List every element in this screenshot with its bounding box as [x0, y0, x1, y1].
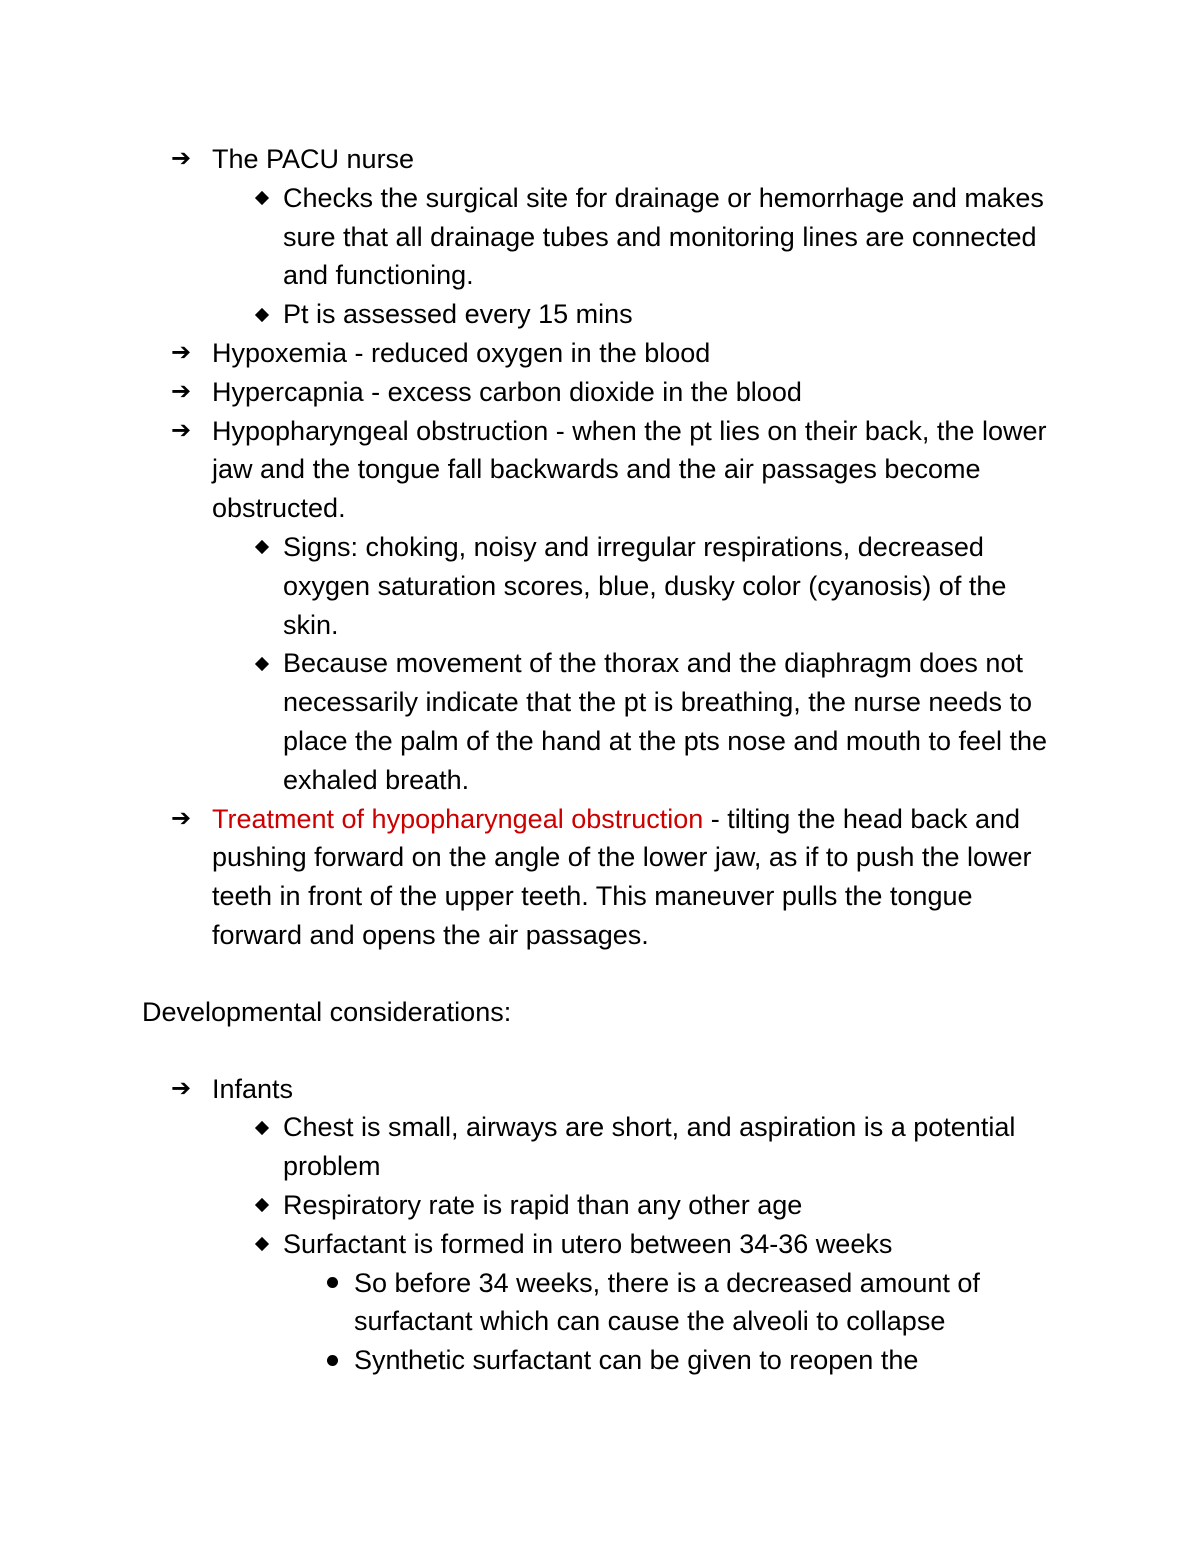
diamond-bullet-icon: [250, 179, 274, 218]
list-item-hypopharyngeal-obstruction: [0, 412, 1057, 528]
list-item-checks-surgical-site: [0, 179, 1063, 295]
list-item-chest-small: [0, 1108, 1063, 1186]
list-item-surfactant: [0, 1225, 1063, 1264]
list-item-pt-assessed: [0, 295, 1063, 334]
diamond-bullet-icon: [250, 644, 274, 683]
list-item-pacu-nurse: [0, 140, 1057, 179]
list-item-text: Hypercapnia - excess carbon dioxide in the blood: [212, 376, 802, 407]
list-item-text: Hypoxemia - reduced oxygen in the blood: [212, 337, 711, 368]
dot-bullet-icon: [320, 1341, 344, 1380]
list-item-treatment: [0, 800, 1057, 955]
diamond-bullet-icon: [250, 1186, 274, 1225]
list-item-infants: [0, 1070, 1057, 1109]
list-item-signs: [0, 528, 1063, 644]
dot-bullet-icon: [320, 1264, 344, 1303]
list-item-text: Pt is assessed every 15 mins: [283, 299, 633, 330]
list-item-text: Signs: choking, noisy and irregular respirations, decreased oxygen saturation scores, blue, dusky color (cyanosis) of the skin.: [283, 531, 1007, 640]
list-item-text: The PACU nurse: [212, 144, 415, 174]
highlighted-term: Treatment of hypopharyngeal obstruction: [212, 803, 704, 834]
diamond-bullet-icon: [250, 1108, 274, 1147]
list-item-text: Surfactant is formed in utero between 34-36 weeks: [283, 1228, 893, 1259]
list-item-thorax-movement: [0, 644, 1063, 799]
list-item-before-34-weeks: [0, 1264, 1054, 1342]
arrow-right-icon: ➔: [170, 1074, 192, 1102]
list-item-text: Checks the surgical site for drainage or hemorrhage and makes sure that all drainage tubes and monitoring lines are connected and functioning.: [283, 182, 1044, 291]
list-item-text: Respiratory rate is rapid than any other age: [283, 1189, 803, 1220]
arrow-right-icon: ➔: [170, 377, 192, 405]
arrow-right-icon: ➔: [170, 804, 192, 832]
list-item-text: Chest is small, airways are short, and aspiration is a potential problem: [283, 1112, 1016, 1182]
diamond-bullet-icon: [250, 1225, 274, 1264]
notes-content: [0, 140, 1200, 1380]
list-item-text: So before 34 weeks, there is a decreased amount of surfactant which can cause the alveoli to collapse: [354, 1267, 980, 1337]
section-heading: Developmental considerations:: [142, 996, 512, 1027]
list-item-text: Because movement of the thorax and the diaphragm does not necessarily indicate that the pt is breathing, the nurse needs to place the palm of the hand at the pts nose and mouth to feel the exhaled breath.: [283, 648, 1048, 795]
list-item-synthetic-surfactant: [0, 1341, 1054, 1380]
arrow-right-icon: ➔: [170, 338, 192, 366]
list-item-respiratory-rate: [0, 1186, 1063, 1225]
list-item-hypoxemia: [0, 334, 1057, 373]
diamond-bullet-icon: [250, 528, 274, 567]
list-item-text: Hypopharyngeal obstruction - when the pt lies on their back, the lower jaw and the tongue fall backwards and the air passages become obstructed.: [212, 415, 1047, 524]
list-item-text: Synthetic surfactant can be given to reopen the: [354, 1345, 919, 1376]
list-item-text: - tilting the head back and pushing forward on the angle of the lower jaw, as if to push the lower teeth in front of the upper teeth. This maneuver pulls the tongue forward and opens the air passages.: [212, 803, 1032, 950]
diamond-bullet-icon: [250, 295, 274, 334]
arrow-right-icon: ➔: [170, 416, 192, 444]
list-item-text: Infants: [212, 1073, 294, 1104]
arrow-right-icon: ➔: [170, 145, 192, 172]
list-item-hypercapnia: [0, 373, 1057, 412]
